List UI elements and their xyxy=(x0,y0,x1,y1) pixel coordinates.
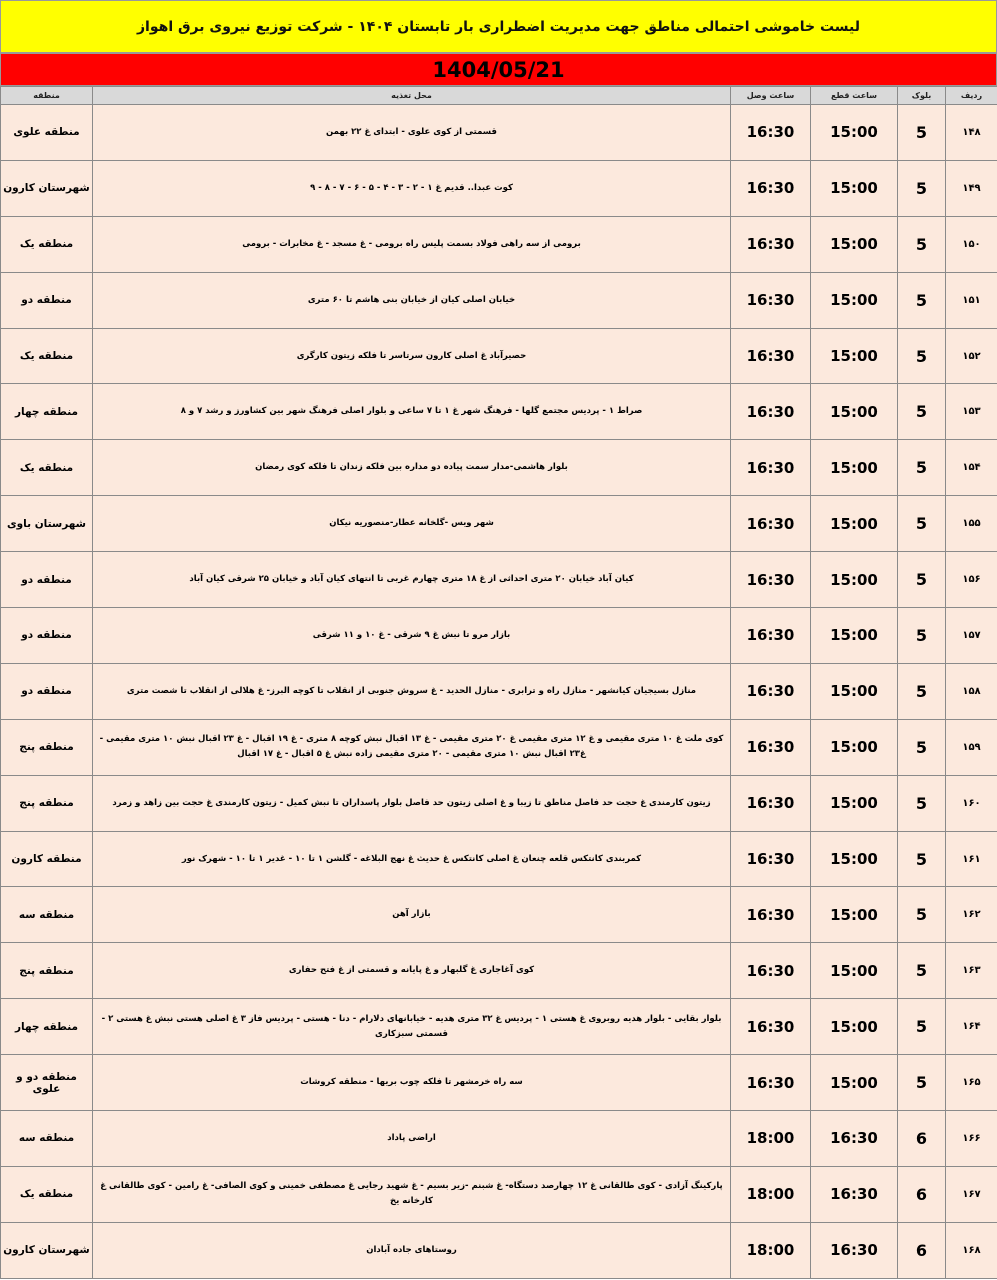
region-cell: منطقه یک xyxy=(1,328,93,384)
connect-time-cell: 16:30 xyxy=(731,999,811,1055)
connect-time-cell: 16:30 xyxy=(731,216,811,272)
block-cell: 5 xyxy=(898,105,946,161)
row-number-cell: ۱۶۱ xyxy=(946,831,997,887)
header-row-number: ردیف xyxy=(946,87,997,105)
location-cell: بازار آهن xyxy=(93,887,731,943)
block-cell: 6 xyxy=(898,1111,946,1167)
region-cell: منطقه چهار xyxy=(1,384,93,440)
cut-time-cell: 15:00 xyxy=(811,719,898,775)
location-cell: پارکینگ آزادی - کوی طالقانی غ ۱۲ چهارصد دستگاه- غ شبنم -زیر بسیم - غ شهید رجایی غ مصطفی خمینی و کوی الصافی- غ رامین - کوی طالقانی غ کارخانه یخ xyxy=(93,1166,731,1222)
connect-time-cell: 18:00 xyxy=(731,1222,811,1278)
cut-time-cell: 15:00 xyxy=(811,775,898,831)
region-cell: منطقه دو xyxy=(1,552,93,608)
region-cell: منطقه دو xyxy=(1,663,93,719)
region-cell: منطقه کارون xyxy=(1,831,93,887)
row-number-cell: ۱۴۸ xyxy=(946,105,997,161)
location-cell: قسمتی از کوی علوی - ابتدای غ ۲۲ بهمن xyxy=(93,105,731,161)
cut-time-cell: 15:00 xyxy=(811,384,898,440)
connect-time-cell: 16:30 xyxy=(731,328,811,384)
row-number-cell: ۱۶۵ xyxy=(946,1055,997,1111)
table-row xyxy=(1,160,997,216)
region-cell: منطقه دو و علوی xyxy=(1,1055,93,1111)
row-number-cell: ۱۶۴ xyxy=(946,999,997,1055)
cut-time-cell: 16:30 xyxy=(811,1111,898,1167)
row-number-cell: ۱۵۵ xyxy=(946,496,997,552)
block-cell: 5 xyxy=(898,719,946,775)
connect-time-cell: 16:30 xyxy=(731,719,811,775)
connect-time-cell: 16:30 xyxy=(731,1055,811,1111)
connect-time-cell: 16:30 xyxy=(731,384,811,440)
table-row xyxy=(1,831,997,887)
header-region: منطقه xyxy=(1,87,93,105)
region-cell: منطقه دو xyxy=(1,272,93,328)
table-row xyxy=(1,1222,997,1278)
row-number-cell: ۱۶۶ xyxy=(946,1111,997,1167)
row-number-cell: ۱۵۱ xyxy=(946,272,997,328)
region-cell: منطقه چهار xyxy=(1,999,93,1055)
block-cell: 5 xyxy=(898,999,946,1055)
cut-time-cell: 16:30 xyxy=(811,1222,898,1278)
cut-time-cell: 15:00 xyxy=(811,887,898,943)
table-row xyxy=(1,496,997,552)
row-number-cell: ۱۵۹ xyxy=(946,719,997,775)
location-cell: بلوار هاشمی-مدار سمت پیاده دو مداره بین فلکه زندان تا فلکه کوی رمضان xyxy=(93,440,731,496)
connect-time-cell: 16:30 xyxy=(731,552,811,608)
cut-time-cell: 15:00 xyxy=(811,440,898,496)
table-row xyxy=(1,272,997,328)
table-row xyxy=(1,999,997,1055)
block-cell: 5 xyxy=(898,160,946,216)
block-cell: 5 xyxy=(898,272,946,328)
region-cell: شهرستان کارون xyxy=(1,160,93,216)
connect-time-cell: 16:30 xyxy=(731,160,811,216)
block-cell: 5 xyxy=(898,775,946,831)
connect-time-cell: 18:00 xyxy=(731,1166,811,1222)
region-cell: منطقه سه xyxy=(1,887,93,943)
block-cell: 5 xyxy=(898,1055,946,1111)
block-cell: 5 xyxy=(898,608,946,664)
location-cell: برومی از سه راهی فولاد بسمت پلیس راه برومی - غ مسجد - غ مخابرات - برومی xyxy=(93,216,731,272)
cut-time-cell: 15:00 xyxy=(811,999,898,1055)
table-row xyxy=(1,608,997,664)
connect-time-cell: 16:30 xyxy=(731,608,811,664)
cut-time-cell: 15:00 xyxy=(811,1055,898,1111)
location-cell: بلوار بقایی - بلوار هدیه روبروی غ هستی ۱ - پردیس غ ۳۲ متری هدیه - خیابانهای دلارام - دنا - هستی - پردیس فاز ۳ غ اصلی هستی نبش غ هستی ۲ - قسمتی سبزکاری xyxy=(93,999,731,1055)
header-location: محل تغذیه xyxy=(93,87,731,105)
table-row xyxy=(1,719,997,775)
table-row xyxy=(1,440,997,496)
region-cell: منطقه یک xyxy=(1,1166,93,1222)
region-cell: منطقه پنج xyxy=(1,943,93,999)
row-number-cell: ۱۶۸ xyxy=(946,1222,997,1278)
table-row xyxy=(1,1111,997,1167)
cut-time-cell: 15:00 xyxy=(811,496,898,552)
table-row xyxy=(1,1166,997,1222)
cut-time-cell: 15:00 xyxy=(811,160,898,216)
header-cut-time: ساعت قطع xyxy=(811,87,898,105)
sheet-title: لیست خاموشی احتمالی مناطق جهت مدیریت اضطراری بار تابستان ۱۴۰۴ - شرکت توزیع نیروی برق اهواز xyxy=(0,0,997,53)
row-number-cell: ۱۵۲ xyxy=(946,328,997,384)
schedule-date: 1404/05/21 xyxy=(0,53,997,86)
table-row xyxy=(1,663,997,719)
outage-table xyxy=(0,86,997,1279)
block-cell: 5 xyxy=(898,887,946,943)
row-number-cell: ۱۵۰ xyxy=(946,216,997,272)
region-cell: منطقه سه xyxy=(1,1111,93,1167)
row-number-cell: ۱۵۸ xyxy=(946,663,997,719)
location-cell: حصیرآباد غ اصلی کارون سرتاسر تا فلکه زیتون کارگری xyxy=(93,328,731,384)
cut-time-cell: 15:00 xyxy=(811,663,898,719)
cut-time-cell: 15:00 xyxy=(811,831,898,887)
cut-time-cell: 15:00 xyxy=(811,608,898,664)
table-row xyxy=(1,216,997,272)
location-cell: صراط ۱ - پردیس مجتمع گلها - فرهنگ شهر غ ۱ تا ۷ ساعی و بلوار اصلی فرهنگ شهر بین کشاورز و رشد ۷ و ۸ xyxy=(93,384,731,440)
block-cell: 5 xyxy=(898,496,946,552)
region-cell: منطقه پنج xyxy=(1,719,93,775)
cut-time-cell: 16:30 xyxy=(811,1166,898,1222)
connect-time-cell: 16:30 xyxy=(731,887,811,943)
location-cell: کوی ملت غ ۱۰ متری مقیمی و غ ۱۲ متری مقیمی غ ۲۰ متری مقیمی - غ ۱۳ اقبال نبش کوچه ۸ متری - غ ۱۹ اقبال - غ ۲۳ اقبال نبش ۱۰ متری مقیمی - غ۲۳ اقبال نبش ۱۰ متری مقیمی - ۲۰ متری مقیمی زاده نبش غ ۵ اقبال - غ ۱۷ اقبال xyxy=(93,719,731,775)
block-cell: 5 xyxy=(898,943,946,999)
row-number-cell: ۱۶۳ xyxy=(946,943,997,999)
connect-time-cell: 16:30 xyxy=(731,496,811,552)
table-row xyxy=(1,384,997,440)
region-cell: منطقه پنج xyxy=(1,775,93,831)
table-row xyxy=(1,1055,997,1111)
cut-time-cell: 15:00 xyxy=(811,552,898,608)
region-cell: منطقه یک xyxy=(1,216,93,272)
region-cell: منطقه دو xyxy=(1,608,93,664)
location-cell: کمربندی کانتکس قلعه چنعان غ اصلی کانتکس غ حدیث غ نهج البلاغه - گلشن ۱ تا ۱۰ - غدیر ۱ تا ۱۰ - شهرک نور xyxy=(93,831,731,887)
location-cell: روستاهای جاده آبادان xyxy=(93,1222,731,1278)
connect-time-cell: 16:30 xyxy=(731,105,811,161)
table-row xyxy=(1,105,997,161)
region-cell: شهرستان باوی xyxy=(1,496,93,552)
location-cell: بازار مرو تا نبش غ ۹ شرقی - غ ۱۰ و ۱۱ شرقی xyxy=(93,608,731,664)
header-block: بلوک xyxy=(898,87,946,105)
table-header-row xyxy=(1,87,997,105)
region-cell: منطقه یک xyxy=(1,440,93,496)
connect-time-cell: 16:30 xyxy=(731,831,811,887)
cut-time-cell: 15:00 xyxy=(811,328,898,384)
header-connect-time: ساعت وصل xyxy=(731,87,811,105)
row-number-cell: ۱۴۹ xyxy=(946,160,997,216)
row-number-cell: ۱۵۴ xyxy=(946,440,997,496)
block-cell: 5 xyxy=(898,663,946,719)
block-cell: 5 xyxy=(898,831,946,887)
row-number-cell: ۱۶۰ xyxy=(946,775,997,831)
location-cell: زیتون کارمندی غ حجت حد فاصل مناطق تا زیبا و غ اصلی زیتون حد فاصل بلوار پاسداران تا نبش کمیل - زیتون کارمندی غ حجت بین زاهد و زمرد xyxy=(93,775,731,831)
location-cell: اراضی پاداد xyxy=(93,1111,731,1167)
block-cell: 5 xyxy=(898,328,946,384)
block-cell: 5 xyxy=(898,440,946,496)
table-row xyxy=(1,552,997,608)
row-number-cell: ۱۵۶ xyxy=(946,552,997,608)
block-cell: 5 xyxy=(898,384,946,440)
connect-time-cell: 16:30 xyxy=(731,440,811,496)
location-cell: کوت عبدا.. قدیم غ ۱ - ۲ - ۳ - ۴ - ۵ - ۶ - ۷ - ۸ - ۹ xyxy=(93,160,731,216)
connect-time-cell: 18:00 xyxy=(731,1111,811,1167)
cut-time-cell: 15:00 xyxy=(811,272,898,328)
cut-time-cell: 15:00 xyxy=(811,105,898,161)
cut-time-cell: 15:00 xyxy=(811,943,898,999)
connect-time-cell: 16:30 xyxy=(731,663,811,719)
table-row xyxy=(1,887,997,943)
row-number-cell: ۱۵۷ xyxy=(946,608,997,664)
table-row xyxy=(1,943,997,999)
location-cell: خیابان اصلی کیان از خیابان بنی هاشم تا ۶۰ متری xyxy=(93,272,731,328)
connect-time-cell: 16:30 xyxy=(731,775,811,831)
location-cell: کوی آغاجاری غ گلبهار و غ پایانه و قسمتی از غ فتح حفاری xyxy=(93,943,731,999)
row-number-cell: ۱۶۲ xyxy=(946,887,997,943)
location-cell: سه راه خرمشهر تا فلکه چوب بریها - منطقه کروشات xyxy=(93,1055,731,1111)
connect-time-cell: 16:30 xyxy=(731,943,811,999)
row-number-cell: ۱۶۷ xyxy=(946,1166,997,1222)
cut-time-cell: 15:00 xyxy=(811,216,898,272)
block-cell: 6 xyxy=(898,1222,946,1278)
region-cell: منطقه علوی xyxy=(1,105,93,161)
block-cell: 5 xyxy=(898,552,946,608)
block-cell: 5 xyxy=(898,216,946,272)
location-cell: شهر ویس -گلخانه عطار-منصوریه نیکان xyxy=(93,496,731,552)
region-cell: شهرستان کارون xyxy=(1,1222,93,1278)
table-row xyxy=(1,328,997,384)
connect-time-cell: 16:30 xyxy=(731,272,811,328)
location-cell: کیان آباد خیابان ۲۰ متری احداثی از غ ۱۸ متری چهارم غربی تا انتهای کیان آباد و خیابان ۲۵ شرقی کیان آباد xyxy=(93,552,731,608)
table-row xyxy=(1,775,997,831)
block-cell: 6 xyxy=(898,1166,946,1222)
location-cell: منازل بسیجیان کیانشهر - منازل راه و ترابری - منازل الحدید - غ سروش جنوبی از انقلاب تا کوچه البرز- غ هلالی از انقلاب تا شصت متری xyxy=(93,663,731,719)
row-number-cell: ۱۵۳ xyxy=(946,384,997,440)
